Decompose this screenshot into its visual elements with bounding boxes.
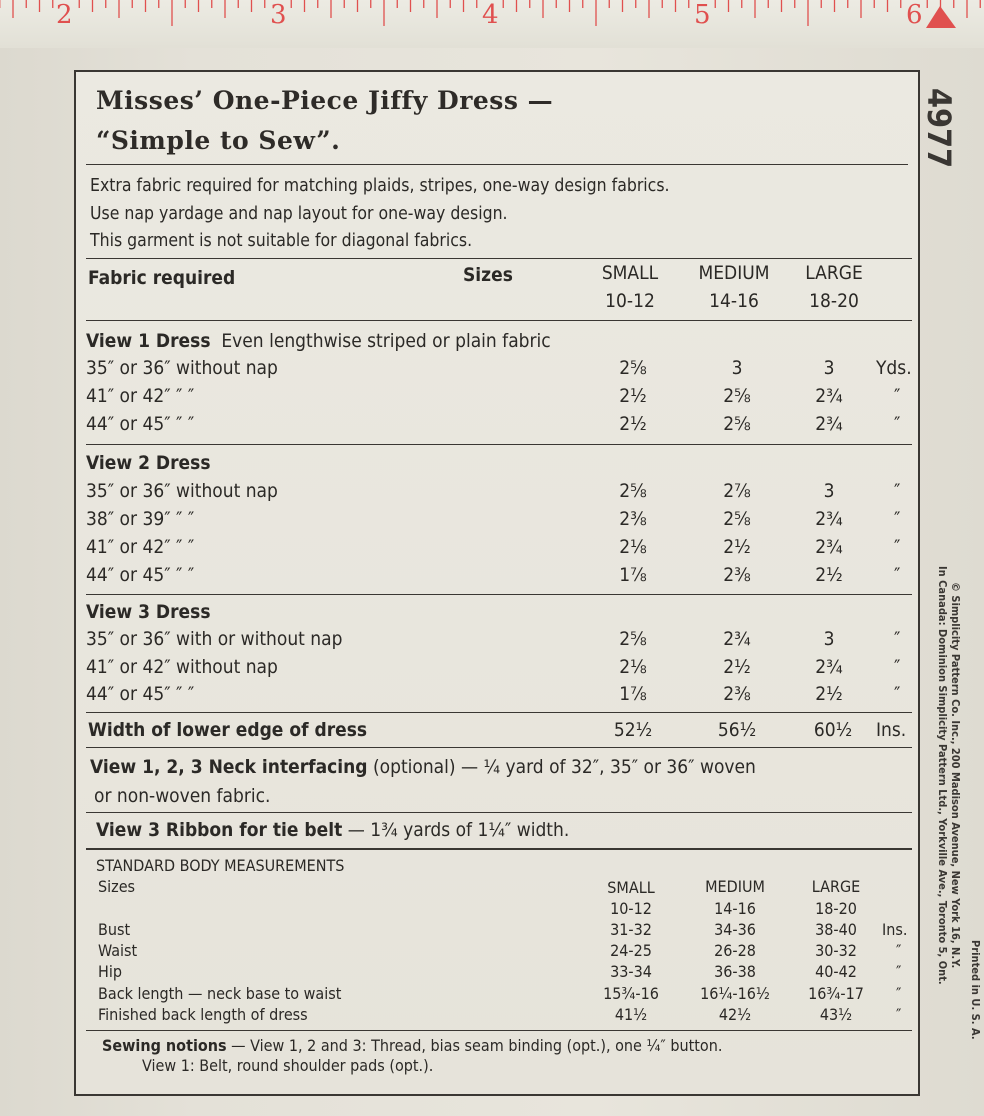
size-range-small: 10-12: [605, 290, 655, 312]
ditto-mark: ″: [896, 962, 902, 981]
body-size-name: SMALL: [607, 878, 655, 897]
divider: [86, 444, 912, 445]
fabric-row-label: 44″ or 45″ ″ ″: [86, 413, 195, 435]
lower-edge-value: 52½: [613, 719, 653, 741]
ditto-mark: ″: [896, 941, 902, 960]
ribbon-text: — 1¾ yards of 1¼″ width.: [342, 819, 570, 841]
body-value: 24-25: [610, 941, 652, 960]
body-value: 26-28: [714, 941, 756, 960]
note-line: This garment is not suitable for diagonal fabrics.: [90, 231, 473, 251]
fabric-row-label: 41″ or 42″ without nap: [86, 656, 278, 678]
lower-edge-value: 60½: [813, 719, 853, 741]
pattern-title: Misses’ One-Piece Jiffy Dress —: [96, 86, 554, 115]
divider: [86, 258, 912, 259]
note-line: Extra fabric required for matching plaids, stripes, one-way design fabrics.: [90, 176, 670, 196]
body-row-label: Finished back length of dress: [98, 1005, 308, 1024]
body-value: 40-42: [815, 962, 857, 981]
fabric-value: 1⅞: [619, 564, 647, 586]
fabric-value: 2⅝: [619, 628, 647, 650]
body-row-label: Waist: [98, 941, 138, 960]
body-value: 33-34: [610, 962, 652, 981]
sewing-notions-line: [102, 1036, 722, 1055]
ribbon-label: View 3 Ribbon for tie belt: [96, 819, 343, 841]
pattern-subtitle: “Simple to Sew”.: [96, 126, 341, 155]
size-range-medium: 14-16: [709, 290, 759, 312]
fabric-row-label: 35″ or 36″ with or without nap: [86, 628, 343, 650]
body-value: 30-32: [815, 941, 857, 960]
fabric-value: 3: [823, 357, 835, 379]
fabric-row-label: 44″ or 45″ ″ ″: [86, 683, 195, 705]
fabric-value: 2⅜: [723, 564, 751, 586]
body-row-label: Hip: [98, 962, 122, 981]
ditto-mark: ″: [896, 984, 902, 1003]
body-size-name: MEDIUM: [705, 877, 765, 896]
body-size-range: 18-20: [815, 899, 857, 918]
fabric-value: 2¾: [815, 656, 843, 678]
sewing-notions-label: Sewing notions: [102, 1036, 227, 1055]
divider: [86, 712, 912, 713]
body-value: 38-40: [815, 920, 857, 939]
ditto-mark: ″: [894, 385, 901, 407]
fabric-value: 2½: [619, 413, 647, 435]
fabric-value: 2½: [815, 683, 843, 705]
fabric-value: 2⅞: [723, 480, 751, 502]
divider: [86, 594, 912, 595]
body-value: 34-36: [714, 920, 756, 939]
body-value: 41½: [614, 1005, 648, 1024]
body-row-label: Back length — neck base to waist: [98, 984, 342, 1003]
body-size-range: 14-16: [714, 899, 756, 918]
lower-edge-value: 56½: [717, 719, 757, 741]
fabric-required-label: Fabric required: [88, 267, 236, 289]
fabric-value: 3: [823, 480, 835, 502]
ruler-arrow-icon: [926, 6, 956, 28]
view-1-fabric-note: Even lengthwise striped or plain fabric: [221, 330, 551, 352]
fabric-row-label: 41″ or 42″ ″ ″: [86, 385, 195, 407]
ruler-number: 6: [906, 0, 923, 30]
fabric-value: 2⅝: [723, 508, 751, 530]
fabric-value: 2½: [619, 385, 647, 407]
body-row-label: Bust: [98, 920, 131, 939]
ruler-number: 2: [56, 0, 73, 30]
view-3-title: View 3 Dress: [86, 601, 211, 623]
body-value: 16¾-17: [808, 984, 864, 1003]
pattern-number: 4977: [920, 88, 958, 169]
fabric-row-label: 35″ or 36″ without nap: [86, 357, 278, 379]
neck-interfacing-text: (optional) — ¼ yard of 32″, 35″ or 36″ woven: [367, 756, 756, 778]
ribbon-line: [96, 819, 569, 841]
fabric-value: 2⅝: [619, 357, 647, 379]
view-1-heading: [86, 330, 551, 352]
fabric-value: 1⅞: [619, 683, 647, 705]
divider: [86, 1030, 912, 1031]
fabric-row-label: 38″ or 39″ ″ ″: [86, 508, 195, 530]
ruler-number: 3: [270, 0, 287, 30]
neck-interfacing-line2: or non-woven fabric.: [94, 785, 271, 807]
neck-interfacing-label: View 1, 2, 3 Neck interfacing: [90, 756, 368, 778]
ditto-mark: ″: [894, 628, 901, 650]
fabric-value: 2⅜: [723, 683, 751, 705]
ruler-number: 5: [694, 0, 711, 30]
neck-interfacing-line: [90, 756, 756, 778]
fabric-value: 2¾: [815, 508, 843, 530]
fabric-value: 2½: [723, 656, 751, 678]
fabric-value: 2½: [815, 564, 843, 586]
body-value: 36-38: [714, 962, 756, 981]
body-sizes-label: Sizes: [98, 877, 136, 896]
sizes-label: Sizes: [463, 264, 513, 286]
sewing-notions-line2: View 1: Belt, round shoulder pads (opt.).: [142, 1056, 434, 1075]
fabric-value: 2¾: [815, 536, 843, 558]
unit-label: Ins.: [882, 920, 908, 939]
ditto-mark: ″: [896, 1005, 902, 1024]
fabric-value: 2⅛: [619, 656, 647, 678]
divider: [86, 320, 912, 321]
body-size-name: LARGE: [811, 877, 861, 896]
body-value: 42½: [718, 1005, 752, 1024]
fabric-value: 2¾: [815, 413, 843, 435]
fabric-row-label: 44″ or 45″ ″ ″: [86, 564, 195, 586]
fabric-value: 2⅝: [723, 385, 751, 407]
canada-credit: In Canada: Dominion Simplicity Pattern Ltd., Yorkville Ave., Toronto 5, Ont.: [936, 566, 949, 985]
body-value: 43½: [819, 1005, 853, 1024]
ditto-mark: ″: [894, 413, 901, 435]
size-name-large: LARGE: [805, 262, 863, 284]
divider: [86, 164, 908, 165]
fabric-value: 2⅝: [619, 480, 647, 502]
ditto-mark: ″: [894, 480, 901, 502]
fabric-value: 2⅜: [619, 508, 647, 530]
divider: [86, 812, 912, 813]
view-1-title: View 1 Dress: [86, 330, 211, 352]
printed-in-usa: Printed in U. S. A.: [969, 940, 982, 1040]
size-name-small: SMALL: [601, 262, 659, 284]
ditto-mark: ″: [894, 536, 901, 558]
divider: [86, 747, 912, 748]
body-value: 31-32: [610, 920, 652, 939]
ditto-mark: ″: [894, 683, 901, 705]
ditto-mark: ″: [894, 564, 901, 586]
unit-label: Ins.: [876, 719, 907, 741]
ruler-number: 4: [482, 0, 499, 30]
fabric-value: 3: [823, 628, 835, 650]
fabric-row-label: 35″ or 36″ without nap: [86, 480, 278, 502]
fabric-value: 2¾: [723, 628, 751, 650]
fabric-value: 2⅛: [619, 536, 647, 558]
copyright-credit: © Simplicity Pattern Co. Inc., 200 Madison Avenue, New York 16, N.Y.: [949, 582, 962, 969]
size-name-medium: MEDIUM: [698, 262, 770, 284]
fabric-value: 3: [731, 357, 743, 379]
divider: [86, 848, 912, 850]
ditto-mark: ″: [894, 656, 901, 678]
size-range-large: 18-20: [809, 290, 859, 312]
note-line: Use nap yardage and nap layout for one-way design.: [90, 204, 508, 224]
view-2-title: View 2 Dress: [86, 452, 211, 474]
sewing-notions-text: — View 1, 2 and 3: Thread, bias seam binding (opt.), one ¼″ button.: [226, 1036, 723, 1055]
ditto-mark: ″: [894, 508, 901, 530]
fabric-row-label: 41″ or 42″ ″ ″: [86, 536, 195, 558]
fabric-value: 2¾: [815, 385, 843, 407]
unit-label: Yds.: [876, 357, 912, 379]
lower-edge-label: Width of lower edge of dress: [88, 719, 368, 741]
fabric-value: 2⅝: [723, 413, 751, 435]
body-size-range: 10-12: [610, 899, 652, 918]
body-measurements-title: STANDARD BODY MEASUREMENTS: [96, 856, 345, 875]
measuring-ruler: [0, 0, 984, 49]
body-value: 16¼-16½: [700, 984, 770, 1003]
body-value: 15¾-16: [603, 984, 659, 1003]
fabric-value: 2½: [723, 536, 751, 558]
